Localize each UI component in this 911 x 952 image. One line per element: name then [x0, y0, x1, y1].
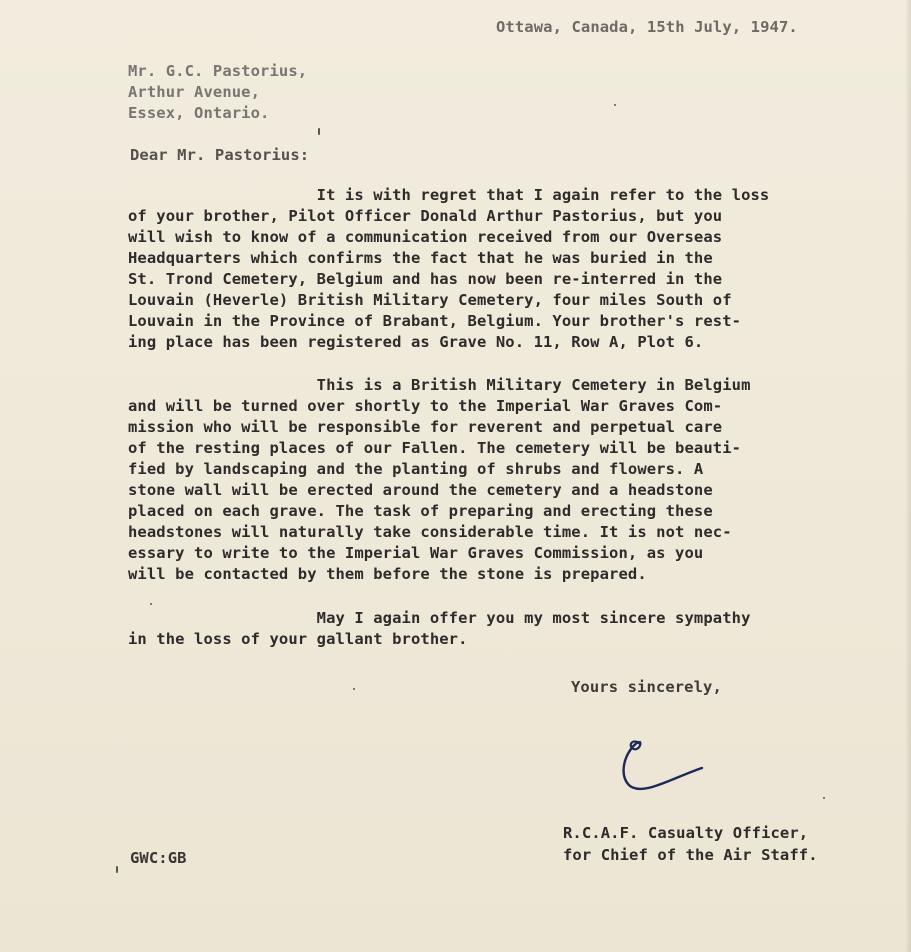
paragraph-line: stone wall will be erected around the cemetery and a headstone [128, 481, 713, 499]
paragraph-line: and will be turned over shortly to the Imperial War Graves Com- [128, 397, 723, 415]
page-edge-shadow [905, 0, 911, 952]
address-line-city: Essex, Ontario. [128, 104, 270, 122]
address-line-name: Mr. G.C. Pastorius, [128, 62, 308, 80]
handwritten-signature [610, 730, 720, 800]
address-line-street: Arthur Avenue, [128, 83, 261, 101]
paragraph-line: ing place has been registered as Grave No. 11, Row A, Plot 6. [128, 333, 704, 351]
paragraph-line: will be contacted by them before the stone is prepared. [128, 565, 647, 583]
paragraph-line: May I again offer you my most sincere sympathy [128, 609, 751, 627]
paragraph-line: essary to write to the Imperial War Graves Commission, as you [128, 544, 704, 562]
paragraph-line: St. Trond Cemetery, Belgium and has now been re-interred in the [128, 270, 723, 288]
signature-title-line-2: for Chief of the Air Staff. [563, 846, 818, 864]
paragraph-line: placed on each grave. The task of preparing and erecting these [128, 502, 713, 520]
paragraph-line: fied by landscaping and the planting of shrubs and flowers. A [128, 460, 704, 478]
paragraph-line: Louvain (Heverle) British Military Cemetery, four miles South of [128, 291, 732, 309]
paper-mark [353, 688, 355, 690]
paragraph-line: It is with regret that I again refer to the loss [128, 186, 770, 204]
paper-mark [614, 104, 616, 106]
paragraph-line: will wish to know of a communication received from our Overseas [128, 228, 723, 246]
paragraph-line: in the loss of your gallant brother. [128, 630, 468, 648]
paragraph-line: Headquarters which confirms the fact that he was buried in the [128, 249, 713, 267]
closing: Yours sincerely, [571, 678, 722, 696]
signature-title-line-1: R.C.A.F. Casualty Officer, [563, 824, 809, 842]
paper-mark [116, 866, 118, 873]
paragraph-line: Louvain in the Province of Brabant, Belgium. Your brother's rest- [128, 312, 742, 330]
paper-mark [318, 128, 320, 135]
paragraph-line: headstones will naturally take considerable time. It is not nec- [128, 523, 732, 541]
paper-mark [823, 797, 825, 799]
reference-initials: GWC:GB [130, 849, 187, 867]
paper-mark [150, 603, 152, 605]
paragraph-line: of the resting places of our Fallen. The cemetery will be beauti- [128, 439, 742, 457]
paragraph-line: of your brother, Pilot Officer Donald Arthur Pastorius, but you [128, 207, 723, 225]
salutation: Dear Mr. Pastorius: [130, 146, 310, 164]
paragraph-line: This is a British Military Cemetery in Belgium [128, 376, 751, 394]
paragraph-line: mission who will be responsible for reverent and perpetual care [128, 418, 723, 436]
letter-date: Ottawa, Canada, 15th July, 1947. [496, 18, 798, 36]
